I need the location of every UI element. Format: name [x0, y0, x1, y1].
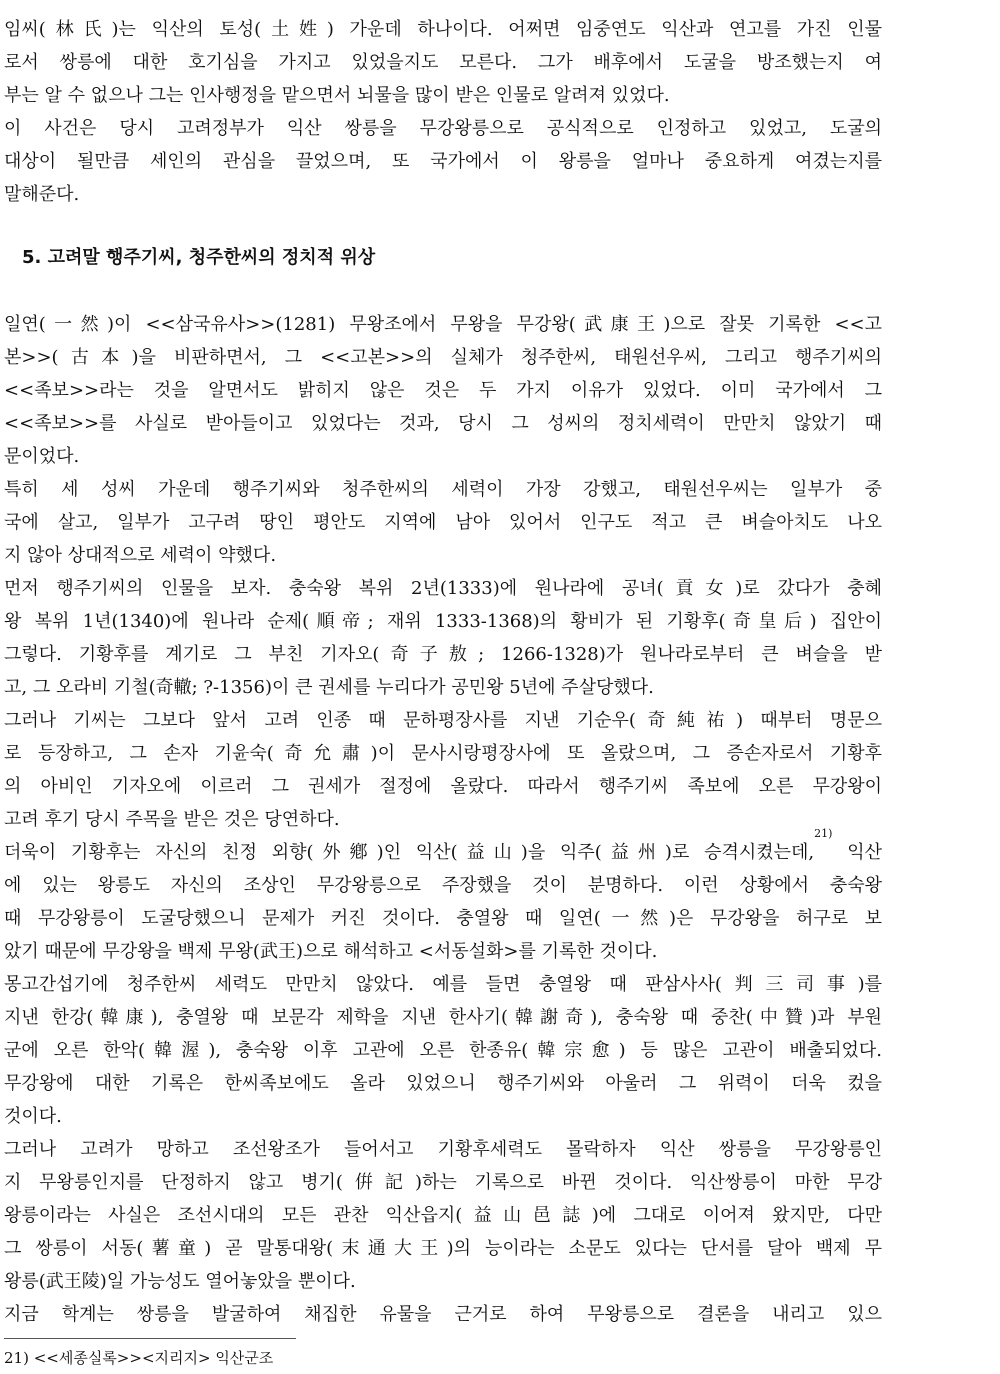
text-line: 말해준다.: [4, 184, 80, 205]
text-line: 그러나 고려가 망하고 조선왕조가 들어서고 기황후세력도 몰락하자 익산 쌍릉을 무강왕릉인: [4, 1139, 882, 1160]
text-line: 의 아비인 기자오에 이르러 그 권세가 절정에 올랐다. 따라서 행주기씨 족보에 오른 무강왕이: [4, 776, 882, 797]
text-line: 것이다.: [4, 1106, 62, 1127]
text-line: 본>>(古本)을 비판하면서, 그 <<고본>>의 실체가 청주한씨, 태원선우씨, 그리고 행주기씨의: [4, 347, 882, 368]
text-line: 더욱이 기황후는 자신의 친정 외향(外鄕)인 익산(益山)을 익주(益州)로 승격시켰는데,$^{21)}$ 익산: [4, 827, 882, 863]
text-line: 고, 그 오라비 기철(奇轍; ?-1356)이 큰 권세를 누리다가 공민왕 5년에 주살당했다.: [4, 677, 654, 698]
text-line: 에 있는 왕릉도 자신의 조상인 무강왕릉으로 주장했을 것이 분명하다. 이런 상황에서 충숙왕: [4, 875, 882, 896]
footnote-divider: [4, 1338, 296, 1339]
text-line: <<족보>>라는 것을 알면서도 밝히지 않은 것은 두 가지 이유가 있었다. 이미 국가에서 그: [4, 380, 882, 401]
text-line: 로 등장하고, 그 손자 기윤숙(奇允肅)이 문사시랑평장사에 또 올랐으며, 그 증손자로서 기황후: [4, 743, 882, 764]
text-line: 왕릉이라는 사실은 조선시대의 모든 관찬 익산읍지(益山邑誌)에 그대로 이어져 왔지만, 다만: [4, 1205, 882, 1226]
text-line: 임씨(林氏)는 익산의 토성(土姓) 가운데 하나이다. 어쩌면 임중연도 익산과 연고를 가진 인물: [4, 19, 882, 40]
text-line-tail: 익산: [832, 842, 882, 863]
section-heading: 5. 고려말 행주기씨, 청주한씨의 정치적 위상: [22, 247, 376, 268]
text-line: 군에 오른 한악(韓渥), 충숙왕 이후 고관에 오른 한종유(韓宗愈) 등 많은 고관이 배출되었다.: [4, 1040, 882, 1061]
text-line: 무강왕에 대한 기록은 한씨족보에도 올라 있었으니 행주기씨와 아울러 그 위력이 더욱 컸을: [4, 1073, 882, 1094]
text-line: 로서 쌍릉에 대한 호기심을 가지고 있었을지도 모른다. 그가 배후에서 도굴을 방조했는지 여: [4, 52, 882, 73]
text-line: 그 쌍릉이 서동(薯童) 곧 말통대왕(末通大王)의 능이라는 소문도 있다는 단서를 달아 백제 무: [4, 1238, 882, 1259]
text-line: 국에 살고, 일부가 고구려 땅인 평안도 지역에 남아 있어서 인구도 적고 큰 벼슬아치도 나오: [4, 512, 882, 533]
text-line: 왕 복위 1년(1340)에 원나라 순제(順帝; 재위 1333-1368)의 황비가 된 기황후(奇皇后) 집안이: [4, 611, 882, 632]
text-line: 부는 알 수 없으나 그는 인사행정을 맡으면서 뇌물을 많이 받은 인물로 알려져 있었다.: [4, 85, 670, 106]
text-line: 문이었다.: [4, 446, 80, 467]
text-line: 몽고간섭기에 청주한씨 세력도 만만치 않았다. 예를 들면 충열왕 때 판삼사사(判三司事)를: [4, 974, 882, 995]
text-line: 먼저 행주기씨의 인물을 보자. 충숙왕 복위 2년(1333)에 원나라에 공녀(貢女)로 갔다가 충혜: [4, 578, 882, 599]
text-line: 대상이 될만큼 세인의 관심을 끌었으며, 또 국가에서 이 왕릉을 얼마나 중요하게 여겼는지를: [4, 151, 882, 172]
text-line: 지금 학계는 쌍릉을 발굴하여 채집한 유물을 근거로 하여 무왕릉으로 결론을 내리고 있으: [4, 1304, 882, 1325]
text-line: 때 무강왕릉이 도굴당했으니 문제가 커진 것이다. 충열왕 때 일연(一然)은 무강왕을 허구로 보: [4, 908, 882, 929]
text-line: 지 않아 상대적으로 세력이 약했다.: [4, 545, 277, 566]
text-line: <<족보>>를 사실로 받아들이고 있었다는 것과, 당시 그 성씨의 정치세력이 만만치 않았기 때: [4, 413, 882, 434]
text-line: 특히 세 성씨 가운데 행주기씨와 청주한씨의 세력이 가장 강했고, 태원선우씨는 일부가 중: [4, 479, 882, 500]
text-line: 왕릉(武王陵)일 가능성도 열어놓았을 뿐이다.: [4, 1271, 356, 1292]
text-line: 이 사건은 당시 고려정부가 익산 쌍릉을 무강왕릉으로 공식적으로 인정하고 있었고, 도굴의: [4, 118, 882, 139]
text-line: 그렇다. 기황후를 계기로 그 부친 기자오(奇子敖; 1266-1328)가 원나라로부터 큰 벼슬을 받: [4, 644, 882, 665]
text-line: 았기 때문에 무강왕을 백제 무왕(武王)으로 해석하고 <서동설화>를 기록한 것이다.: [4, 941, 658, 962]
text-line: 지낸 한강(韓康), 충열왕 때 보문각 제학을 지낸 한사기(韓謝奇), 충숙왕 때 중찬(中贊)과 부원: [4, 1007, 882, 1028]
text-line: 지 무왕릉인지를 단정하지 않고 병기(倂記)하는 기록으로 바뀐 것이다. 익산쌍릉이 마한 무강: [4, 1172, 882, 1193]
text-line: 그러나 기씨는 그보다 앞서 고려 인종 때 문하평장사를 지낸 기순우(奇純祐) 때부터 명문으: [4, 710, 882, 731]
text-line: 고려 후기 당시 주목을 받은 것은 당연하다.: [4, 809, 340, 830]
footnote: 21) <<세종실록>><지리지> 익산군조: [4, 1349, 274, 1367]
footnote-reference: 21): [814, 827, 833, 840]
text-line: 일연(一然)이 <<삼국유사>>(1281) 무왕조에서 무왕을 무강왕(武康王)으로 잘못 기록한 <<고: [4, 314, 882, 335]
